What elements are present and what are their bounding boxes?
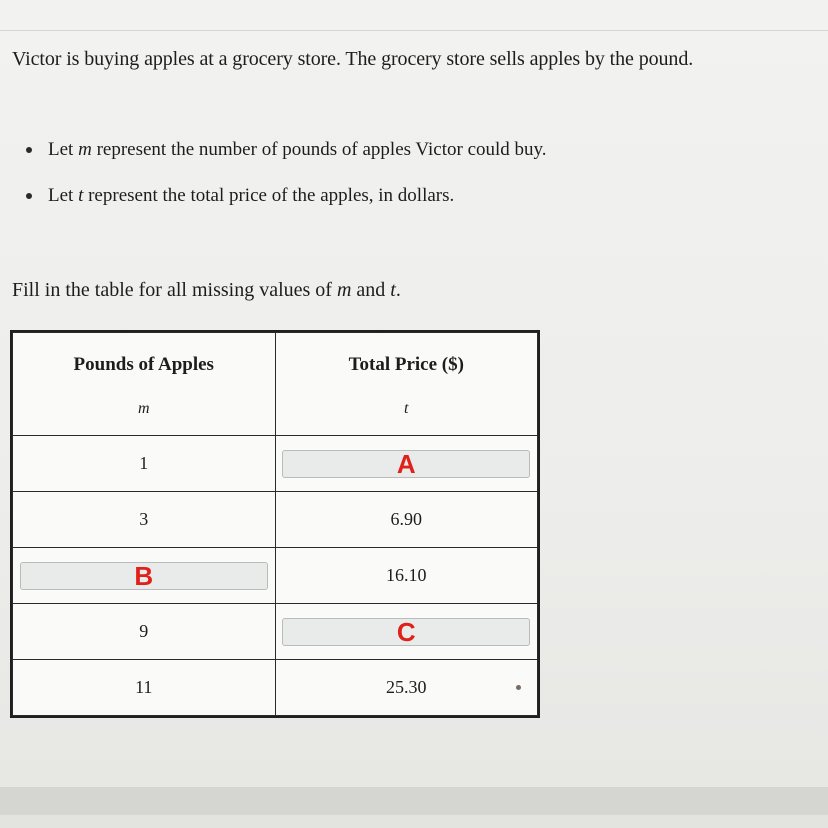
- bullet-m: [24, 138, 547, 184]
- divider: [0, 30, 828, 31]
- instruction-var-m: m: [336, 279, 352, 301]
- header-total-price: [275, 333, 538, 436]
- cursor-dot: [516, 685, 521, 690]
- cell-t: 25.30: [275, 660, 538, 716]
- table-row: [13, 492, 538, 548]
- answer-input-c[interactable]: C: [282, 618, 530, 646]
- table-row: [13, 660, 538, 716]
- cell-t: [275, 436, 538, 492]
- instruction-mid: and: [351, 279, 391, 301]
- bottom-toolbar: [0, 787, 828, 815]
- header-pounds: [13, 333, 276, 436]
- question-intro: Victor is buying apples at a grocery store. The grocery store sells apples by the pound.: [12, 48, 694, 70]
- cell-m: 11: [13, 660, 276, 716]
- cell-m: 9: [13, 604, 276, 660]
- header-title: Pounds of Apples: [73, 354, 214, 375]
- instruction-post: .: [395, 279, 401, 301]
- table-row: [13, 604, 538, 660]
- header-variable: m: [137, 400, 150, 417]
- bullet-icon: [26, 193, 32, 199]
- cell-t: 6.90: [275, 492, 538, 548]
- bullet-text-post: represent the number of pounds of apples Victor could buy.: [91, 139, 547, 160]
- cell-t: 16.10: [275, 548, 538, 604]
- table-row: [13, 548, 538, 604]
- header-variable: t: [404, 400, 409, 417]
- instruction-var-t: t: [390, 279, 396, 301]
- values-table: [10, 330, 540, 718]
- cell-t: [275, 604, 538, 660]
- cell-m: [13, 548, 276, 604]
- bullet-variable: t: [78, 185, 84, 206]
- bullet-icon: [26, 147, 32, 153]
- bullet-variable: m: [78, 139, 92, 160]
- bullet-t: [24, 184, 547, 230]
- instruction-pre: Fill in the table for all missing values of: [12, 279, 337, 301]
- header-title: Total Price ($): [348, 354, 464, 375]
- answer-input-b[interactable]: B: [20, 562, 268, 590]
- instruction: [12, 279, 401, 302]
- cell-m: 3: [13, 492, 276, 548]
- bottom-edge: [0, 815, 828, 828]
- bullet-text-pre: Let: [48, 139, 79, 160]
- answer-input-a[interactable]: A: [282, 450, 530, 478]
- bullet-text-pre: Let: [48, 185, 79, 206]
- cell-m: 1: [13, 436, 276, 492]
- variable-definitions: [24, 138, 547, 230]
- bullet-text-post: represent the total price of the apples, in dollars.: [83, 185, 455, 206]
- table-row: [13, 436, 538, 492]
